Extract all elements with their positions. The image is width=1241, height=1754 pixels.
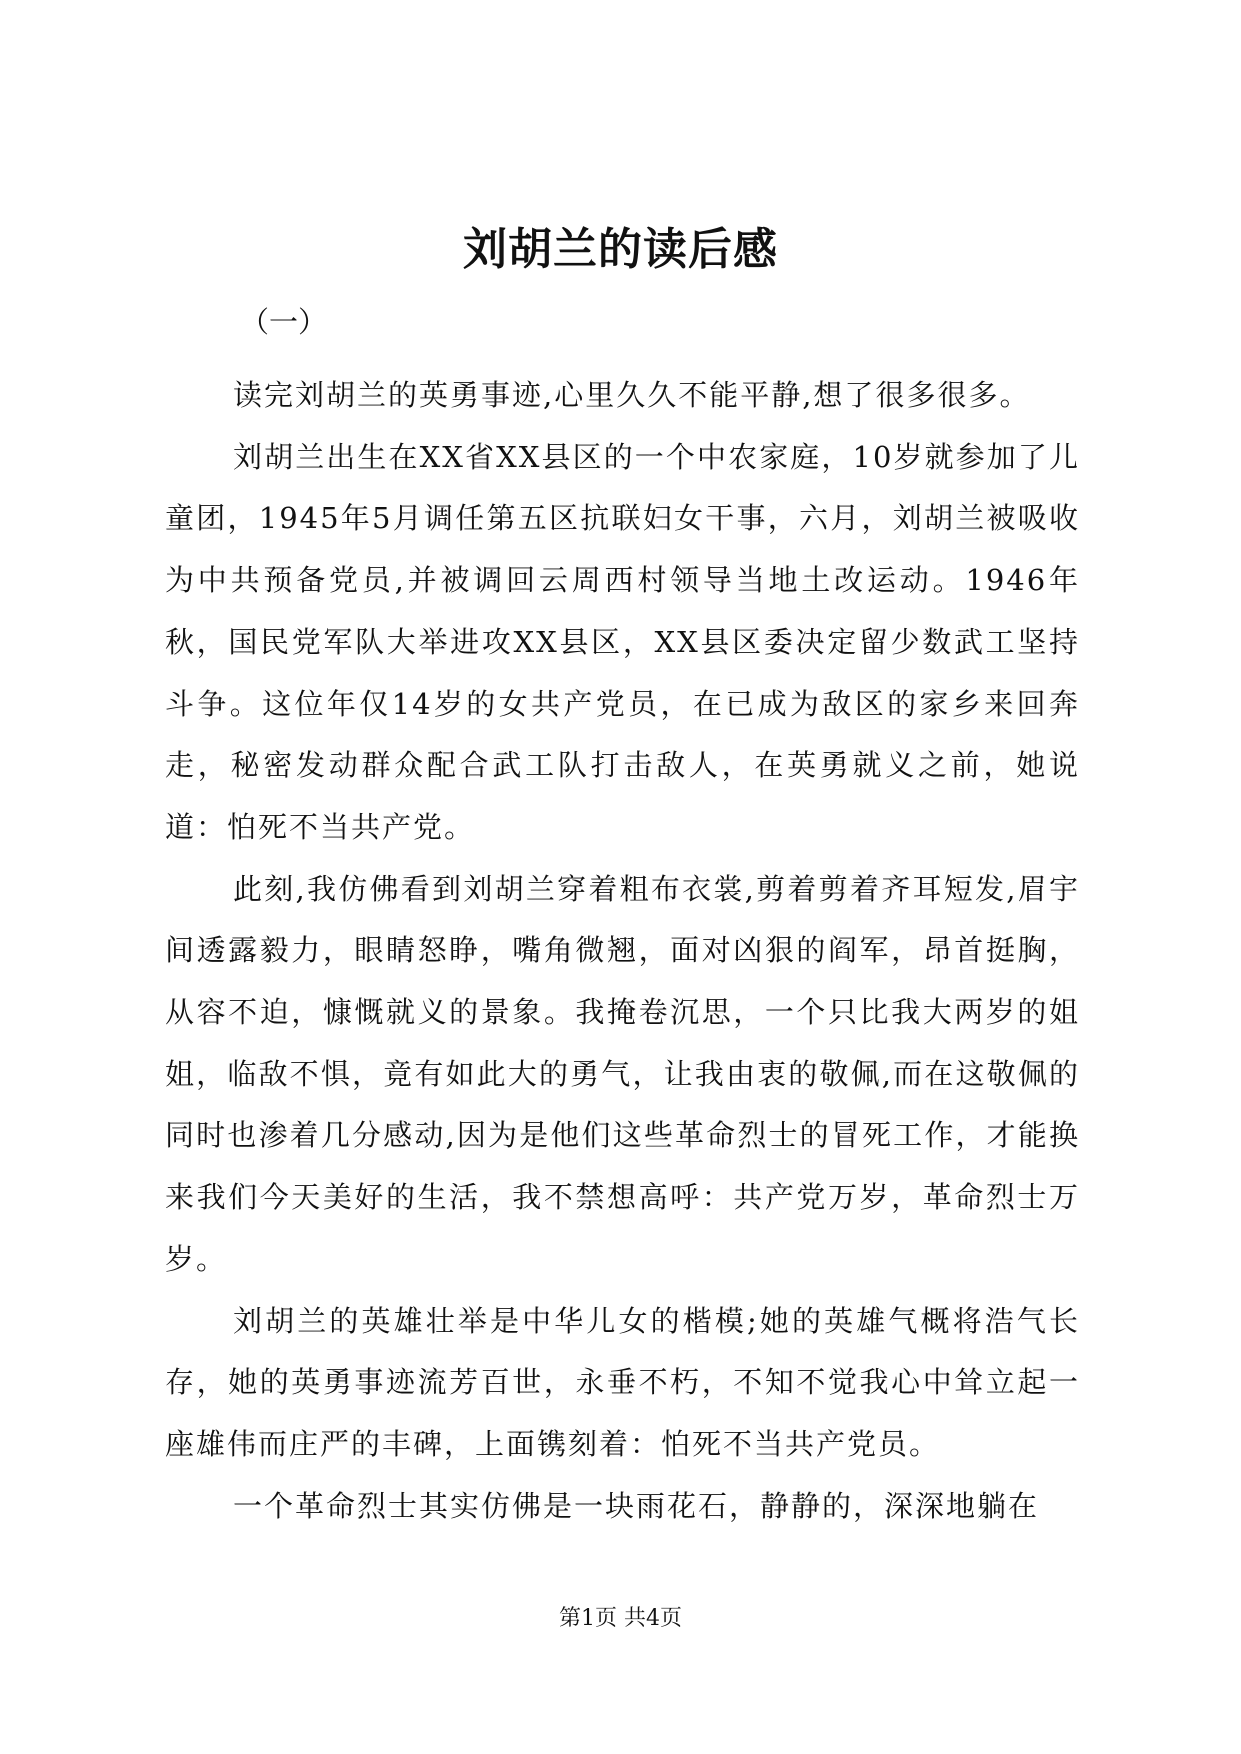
paragraph-4: 刘胡兰的英雄壮举是中华儿女的楷模;她的英雄气概将浩气长存，她的英勇事迹流芳百世，永垂不朽，不知不觉我心中耸立起一座雄伟而庄严的丰碑，上面镌刻着：怕死不当共产党员。 [165, 1303, 1080, 1461]
document-body [165, 365, 1080, 1537]
paragraph-1: 读完刘胡兰的英勇事迹,心里久久不能平静,想了很多很多。 [233, 378, 1031, 412]
paragraph-3: 此刻,我仿佛看到刘胡兰穿着粗布衣裳,剪着剪着齐耳短发,眉宇间透露毅力，眼睛怒睁，嘴角微翘，面对凶狠的阎军，昂首挺胸，从容不迫，慷慨就义的景象。我掩卷沉思，一个只比我大两岁的姐姐，临敌不惧，竟有如此大的勇气，让我由衷的敬佩,而在这敬佩的同时也渗着几分感动,因为是他们这些革命烈士的冒死工作，才能换来我们今天美好的生活，我不禁想高呼：共产党万岁，革命烈士万岁。 [165, 871, 1080, 1276]
paragraph-2: 刘胡兰出生在XX省XX县区的一个中农家庭，10岁就参加了儿童团，1945年5月调任第五区抗联妇女干事，六月，刘胡兰被吸收为中共预备党员,并被调回云周西村领导当地土改运动。1946年秋，国民党军队大举进攻XX县区，XX县区委决定留少数武工坚持斗争。这位年仅14岁的女共产党员，在已成为敌区的家乡来回奔走，秘密发动群众配合武工队打击敌人，在英勇就义之前，她说道：怕死不当共产党。 [165, 439, 1081, 844]
page-footer: 第1页 共4页 [559, 1606, 682, 1631]
document-title: 刘胡兰的读后感 [463, 224, 778, 275]
paragraph-5: 一个革命烈士其实仿佛是一块雨花石，静静的，深深地躺在 [233, 1488, 1040, 1523]
section-label: （一） [240, 305, 328, 339]
